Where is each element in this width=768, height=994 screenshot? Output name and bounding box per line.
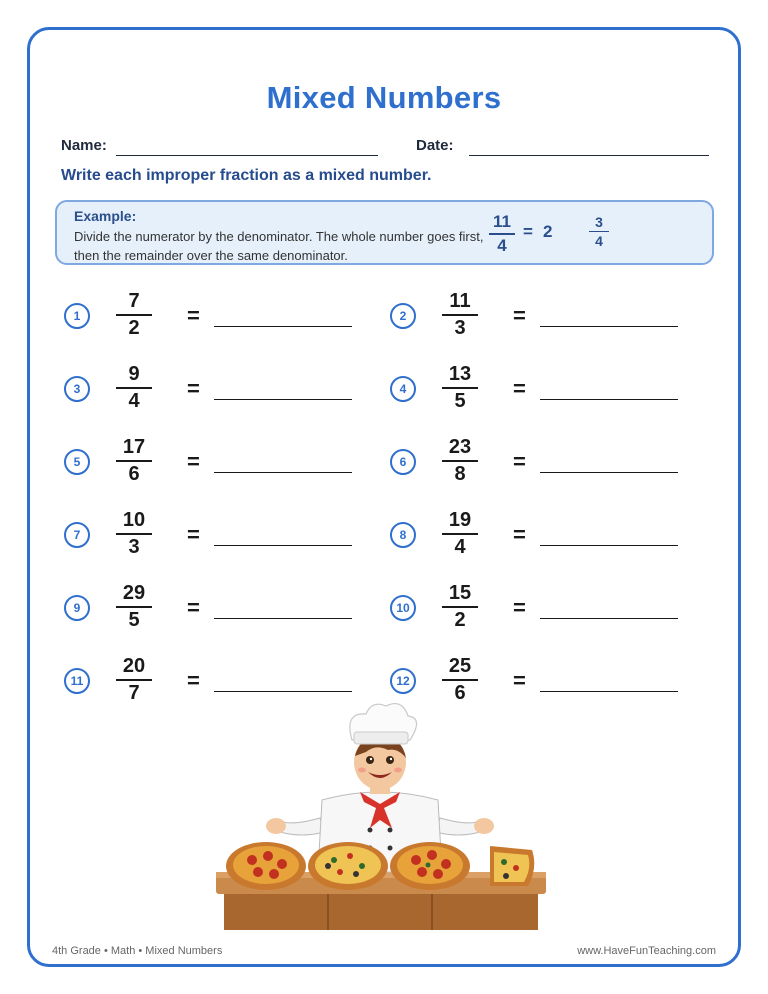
example-box bbox=[55, 200, 714, 265]
fraction-denominator: 6 bbox=[128, 463, 140, 485]
equals-sign: = bbox=[513, 522, 526, 547]
fraction-numerator: 23 bbox=[448, 436, 472, 458]
answer-line[interactable] bbox=[540, 399, 678, 400]
answer-line[interactable] bbox=[214, 691, 352, 692]
fraction-bar bbox=[116, 460, 152, 462]
improper-fraction bbox=[114, 509, 154, 559]
problem-number-badge: 8 bbox=[390, 522, 416, 548]
improper-fraction bbox=[440, 582, 480, 632]
fraction-denominator: 3 bbox=[128, 536, 140, 558]
fraction-numerator: 9 bbox=[128, 363, 140, 385]
fraction-numerator: 3 bbox=[595, 214, 603, 230]
problem-number-badge: 3 bbox=[64, 376, 90, 402]
page-title: Mixed Numbers bbox=[266, 80, 502, 115]
example-remainder-fraction bbox=[589, 214, 609, 249]
fraction-bar bbox=[442, 606, 478, 608]
answer-line[interactable] bbox=[540, 326, 678, 327]
fraction-bar bbox=[442, 679, 478, 681]
problem-9 bbox=[64, 582, 394, 634]
fraction-numerator: 11 bbox=[493, 212, 511, 231]
fraction-denominator: 5 bbox=[128, 609, 140, 631]
problem-6 bbox=[390, 436, 720, 488]
fraction-numerator: 25 bbox=[448, 655, 472, 677]
fraction-denominator: 5 bbox=[454, 390, 466, 412]
improper-fraction bbox=[114, 655, 154, 705]
improper-fraction bbox=[440, 509, 480, 559]
equals-sign: = bbox=[187, 449, 200, 474]
fraction-bar bbox=[116, 387, 152, 389]
improper-fraction bbox=[440, 290, 480, 340]
example-text: Divide the numerator by the denominator. The whole number goes first, then the remainder over the same denominator. bbox=[74, 229, 484, 263]
fraction-denominator: 4 bbox=[128, 390, 140, 412]
improper-fraction bbox=[114, 582, 154, 632]
example-improper-fraction bbox=[489, 212, 515, 256]
answer-line[interactable] bbox=[540, 618, 678, 619]
problem-number-badge: 2 bbox=[390, 303, 416, 329]
fraction-bar bbox=[116, 314, 152, 316]
fraction-denominator: 4 bbox=[595, 233, 603, 249]
problem-number-badge: 4 bbox=[390, 376, 416, 402]
improper-fraction bbox=[440, 363, 480, 413]
fraction-bar bbox=[589, 231, 609, 232]
equals-sign: = bbox=[187, 668, 200, 693]
example-equals: = bbox=[523, 222, 533, 241]
fraction-bar bbox=[442, 314, 478, 316]
problem-number-badge: 9 bbox=[64, 595, 90, 621]
problem-4 bbox=[390, 363, 720, 415]
fraction-bar bbox=[116, 679, 152, 681]
fraction-denominator: 2 bbox=[454, 609, 466, 631]
improper-fraction bbox=[440, 436, 480, 486]
answer-line[interactable] bbox=[214, 399, 352, 400]
fraction-denominator: 4 bbox=[454, 536, 466, 558]
equals-sign: = bbox=[187, 522, 200, 547]
equals-sign: = bbox=[513, 376, 526, 401]
equals-sign: = bbox=[187, 303, 200, 328]
fraction-bar bbox=[442, 460, 478, 462]
answer-line[interactable] bbox=[540, 545, 678, 546]
answer-line[interactable] bbox=[540, 691, 678, 692]
improper-fraction bbox=[440, 655, 480, 705]
example-heading: Example: bbox=[74, 208, 137, 224]
problem-8 bbox=[390, 509, 720, 561]
equals-sign: = bbox=[513, 668, 526, 693]
answer-line[interactable] bbox=[214, 618, 352, 619]
problem-5 bbox=[64, 436, 394, 488]
problem-3 bbox=[64, 363, 394, 415]
fraction-numerator: 13 bbox=[448, 363, 472, 385]
chef-pizza-illustration bbox=[210, 700, 550, 932]
problem-number-badge: 12 bbox=[390, 668, 416, 694]
fraction-numerator: 11 bbox=[449, 290, 471, 312]
fraction-bar bbox=[116, 606, 152, 608]
fraction-denominator: 7 bbox=[128, 682, 140, 704]
problem-number-badge: 10 bbox=[390, 595, 416, 621]
answer-line[interactable] bbox=[214, 326, 352, 327]
name-label: Name: bbox=[61, 137, 107, 154]
fraction-numerator: 15 bbox=[448, 582, 472, 604]
fraction-bar bbox=[116, 533, 152, 535]
fraction-bar bbox=[442, 533, 478, 535]
improper-fraction bbox=[114, 436, 154, 486]
fraction-bar bbox=[442, 387, 478, 389]
equals-sign: = bbox=[187, 376, 200, 401]
instruction-text: Write each improper fraction as a mixed number. bbox=[61, 167, 432, 184]
problem-number-badge: 5 bbox=[64, 449, 90, 475]
problem-1 bbox=[64, 290, 394, 342]
problem-number-badge: 1 bbox=[64, 303, 90, 329]
equals-sign: = bbox=[513, 595, 526, 620]
improper-fraction bbox=[114, 290, 154, 340]
improper-fraction bbox=[114, 363, 154, 413]
date-field-line[interactable] bbox=[469, 155, 709, 156]
equals-sign: = bbox=[187, 595, 200, 620]
fraction-numerator: 10 bbox=[122, 509, 146, 531]
fraction-denominator: 8 bbox=[454, 463, 466, 485]
fraction-numerator: 20 bbox=[122, 655, 146, 677]
answer-line[interactable] bbox=[214, 472, 352, 473]
problem-number-badge: 7 bbox=[64, 522, 90, 548]
fraction-numerator: 17 bbox=[122, 436, 146, 458]
fraction-bar bbox=[489, 233, 515, 235]
problem-10 bbox=[390, 582, 720, 634]
fraction-denominator: 3 bbox=[454, 317, 466, 339]
fraction-numerator: 7 bbox=[128, 290, 140, 312]
fraction-numerator: 29 bbox=[122, 582, 146, 604]
problem-number-badge: 6 bbox=[390, 449, 416, 475]
equals-sign: = bbox=[513, 303, 526, 328]
fraction-denominator: 4 bbox=[497, 236, 507, 255]
date-label: Date: bbox=[416, 137, 454, 154]
answer-line[interactable] bbox=[214, 545, 352, 546]
fraction-denominator: 2 bbox=[128, 317, 140, 339]
problem-2 bbox=[390, 290, 720, 342]
fraction-numerator: 19 bbox=[448, 509, 472, 531]
fraction-denominator: 6 bbox=[454, 682, 466, 704]
chef-figure bbox=[266, 704, 494, 872]
name-field-line[interactable] bbox=[116, 155, 378, 156]
footer-grade-subject: 4th Grade • Math • Mixed Numbers bbox=[52, 945, 223, 957]
answer-line[interactable] bbox=[540, 472, 678, 473]
problem-7 bbox=[64, 509, 394, 561]
example-whole-number: 2 bbox=[543, 222, 553, 241]
footer-website: www.HaveFunTeaching.com bbox=[577, 945, 716, 957]
problem-number-badge: 11 bbox=[64, 668, 90, 694]
equals-sign: = bbox=[513, 449, 526, 474]
